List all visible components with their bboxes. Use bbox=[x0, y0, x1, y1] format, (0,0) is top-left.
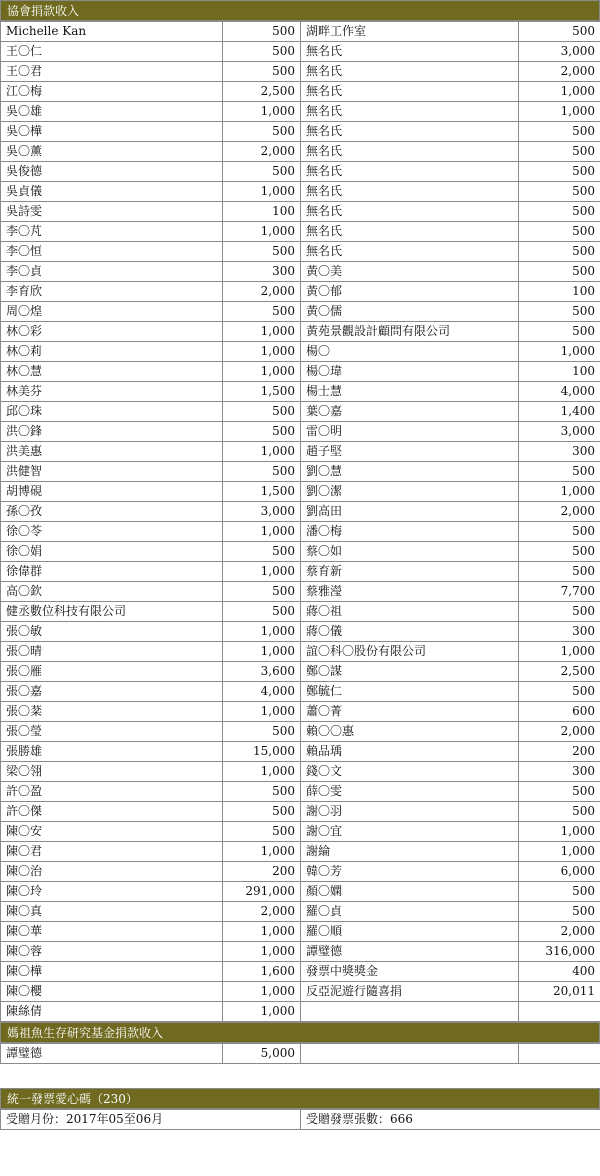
left-donation-amount: 500 bbox=[223, 602, 301, 622]
right-donor-name: 蔡雅瀅 bbox=[301, 582, 519, 602]
left-donor-name: 譚璧德 bbox=[1, 1044, 223, 1064]
right-donor-name: 羅〇貞 bbox=[301, 902, 519, 922]
table-row bbox=[1, 902, 600, 922]
right-donation-amount: 500 bbox=[519, 602, 600, 622]
table-row bbox=[1, 322, 600, 342]
left-donation-amount: 1,000 bbox=[223, 762, 301, 782]
left-donor-name: 張〇敏 bbox=[1, 622, 223, 642]
right-donor-name: 無名氏 bbox=[301, 182, 519, 202]
right-donation-amount: 1,400 bbox=[519, 402, 600, 422]
right-donation-amount: 500 bbox=[519, 902, 600, 922]
table-row bbox=[1, 862, 600, 882]
left-donation-amount: 4,000 bbox=[223, 682, 301, 702]
right-donor-name: 謝〇羽 bbox=[301, 802, 519, 822]
left-donor-name: Michelle Kan bbox=[1, 22, 223, 42]
right-donor-name: 謝〇宜 bbox=[301, 822, 519, 842]
left-donation-amount: 1,000 bbox=[223, 362, 301, 382]
table-row bbox=[1, 882, 600, 902]
right-donation-amount: 7,700 bbox=[519, 582, 600, 602]
table-row bbox=[1, 642, 600, 662]
right-donation-amount: 500 bbox=[519, 802, 600, 822]
left-donor-name: 陳〇蓉 bbox=[1, 942, 223, 962]
right-donor-name: 無名氏 bbox=[301, 42, 519, 62]
right-donor-name: 雷〇明 bbox=[301, 422, 519, 442]
right-donation-amount bbox=[519, 1044, 600, 1064]
table-row bbox=[1, 702, 600, 722]
right-donation-amount: 1,000 bbox=[519, 102, 600, 122]
table-row bbox=[1, 222, 600, 242]
table-row bbox=[1, 82, 600, 102]
invoice-table bbox=[0, 1109, 600, 1130]
left-donation-amount: 1,000 bbox=[223, 562, 301, 582]
right-donation-amount: 500 bbox=[519, 302, 600, 322]
right-donor-name: 無名氏 bbox=[301, 242, 519, 262]
right-donor-name: 錢〇文 bbox=[301, 762, 519, 782]
table-row bbox=[1, 802, 600, 822]
left-donation-amount: 1,600 bbox=[223, 962, 301, 982]
table-row bbox=[1, 262, 600, 282]
right-donation-amount: 500 bbox=[519, 882, 600, 902]
right-donation-amount: 500 bbox=[519, 682, 600, 702]
left-donation-amount: 500 bbox=[223, 582, 301, 602]
left-donation-amount: 500 bbox=[223, 782, 301, 802]
table-row bbox=[1, 782, 600, 802]
invoice-month: 受贈月份：2017年05至06月 bbox=[1, 1110, 301, 1130]
right-donation-amount: 500 bbox=[519, 22, 600, 42]
section-gap bbox=[0, 1064, 600, 1088]
right-donation-amount: 300 bbox=[519, 442, 600, 462]
left-donor-name: 李〇恒 bbox=[1, 242, 223, 262]
right-donation-amount: 2,000 bbox=[519, 502, 600, 522]
right-donor-name: 黃〇美 bbox=[301, 262, 519, 282]
right-donation-amount: 400 bbox=[519, 962, 600, 982]
right-donation-amount: 500 bbox=[519, 262, 600, 282]
left-donor-name: 陳〇治 bbox=[1, 862, 223, 882]
left-donation-amount: 1,000 bbox=[223, 1002, 301, 1022]
left-donation-amount: 1,500 bbox=[223, 482, 301, 502]
left-donation-amount: 5,000 bbox=[223, 1044, 301, 1064]
right-donation-amount: 2,000 bbox=[519, 922, 600, 942]
left-donation-amount: 15,000 bbox=[223, 742, 301, 762]
right-donation-amount: 2,000 bbox=[519, 722, 600, 742]
left-donation-amount: 2,500 bbox=[223, 82, 301, 102]
left-donor-name: 張勝雄 bbox=[1, 742, 223, 762]
right-donation-amount: 500 bbox=[519, 782, 600, 802]
table-row bbox=[1, 382, 600, 402]
right-donor-name: 楊〇 bbox=[301, 342, 519, 362]
right-donation-amount: 20,011 bbox=[519, 982, 600, 1002]
left-donor-name: 徐〇苓 bbox=[1, 522, 223, 542]
left-donation-amount: 500 bbox=[223, 802, 301, 822]
right-donation-amount: 316,000 bbox=[519, 942, 600, 962]
right-donation-amount: 100 bbox=[519, 362, 600, 382]
right-donor-name: 楊〇瑋 bbox=[301, 362, 519, 382]
right-donor-name: 無名氏 bbox=[301, 122, 519, 142]
right-donor-name: 鄭毓仁 bbox=[301, 682, 519, 702]
right-donor-name: 譚璧德 bbox=[301, 942, 519, 962]
left-donor-name: 林美芬 bbox=[1, 382, 223, 402]
left-donor-name: 李〇芃 bbox=[1, 222, 223, 242]
left-donation-amount: 1,500 bbox=[223, 382, 301, 402]
right-donor-name: 無名氏 bbox=[301, 162, 519, 182]
table-row bbox=[1, 22, 600, 42]
left-donation-amount: 1,000 bbox=[223, 342, 301, 362]
left-donation-amount: 500 bbox=[223, 122, 301, 142]
left-donor-name: 吳貞儀 bbox=[1, 182, 223, 202]
fund-table-body bbox=[1, 1044, 600, 1064]
table-row bbox=[1, 562, 600, 582]
right-donation-amount: 1,000 bbox=[519, 642, 600, 662]
right-donor-name: 無名氏 bbox=[301, 202, 519, 222]
left-donor-name: 陳〇玲 bbox=[1, 882, 223, 902]
table-row bbox=[1, 42, 600, 62]
left-donation-amount: 1,000 bbox=[223, 622, 301, 642]
left-donor-name: 陳〇櫻 bbox=[1, 982, 223, 1002]
right-donation-amount bbox=[519, 1002, 600, 1022]
right-donor-name: 鄭〇謀 bbox=[301, 662, 519, 682]
left-donation-amount: 500 bbox=[223, 422, 301, 442]
right-donor-name: 誼〇科〇股份有限公司 bbox=[301, 642, 519, 662]
table-row bbox=[1, 342, 600, 362]
table-row bbox=[1, 442, 600, 462]
right-donor-name: 無名氏 bbox=[301, 102, 519, 122]
donation-table-body bbox=[1, 22, 600, 1022]
table-row bbox=[1, 402, 600, 422]
left-donation-amount: 1,000 bbox=[223, 982, 301, 1002]
table-row bbox=[1, 762, 600, 782]
right-donation-amount: 6,000 bbox=[519, 862, 600, 882]
left-donor-name: 吳〇雄 bbox=[1, 102, 223, 122]
left-donor-name: 洪〇鋒 bbox=[1, 422, 223, 442]
right-donor-name: 反亞泥遊行隨喜捐 bbox=[301, 982, 519, 1002]
right-donor-name: 賴品瑀 bbox=[301, 742, 519, 762]
left-donation-amount: 500 bbox=[223, 22, 301, 42]
left-donation-amount: 500 bbox=[223, 542, 301, 562]
left-donor-name: 胡博硯 bbox=[1, 482, 223, 502]
right-donor-name: 薛〇雯 bbox=[301, 782, 519, 802]
right-donor-name: 蔡育新 bbox=[301, 562, 519, 582]
right-donor-name: 楊士慧 bbox=[301, 382, 519, 402]
right-donation-amount: 500 bbox=[519, 562, 600, 582]
left-donor-name: 張〇晴 bbox=[1, 642, 223, 662]
left-donation-amount: 500 bbox=[223, 722, 301, 742]
left-donor-name: 王〇仁 bbox=[1, 42, 223, 62]
right-donor-name: 趙子堅 bbox=[301, 442, 519, 462]
right-donation-amount: 4,000 bbox=[519, 382, 600, 402]
right-donation-amount: 3,000 bbox=[519, 422, 600, 442]
left-donor-name: 吳〇薰 bbox=[1, 142, 223, 162]
table-row bbox=[1, 102, 600, 122]
left-donation-amount: 1,000 bbox=[223, 222, 301, 242]
right-donation-amount: 1,000 bbox=[519, 342, 600, 362]
right-donor-name: 黃〇郁 bbox=[301, 282, 519, 302]
left-donor-name: 吳俊德 bbox=[1, 162, 223, 182]
left-donor-name: 林〇慧 bbox=[1, 362, 223, 382]
left-donor-name: 許〇傑 bbox=[1, 802, 223, 822]
table-row bbox=[1, 622, 600, 642]
right-donation-amount: 1,000 bbox=[519, 842, 600, 862]
table-row bbox=[1, 922, 600, 942]
left-donation-amount: 500 bbox=[223, 822, 301, 842]
left-donor-name: 李育欣 bbox=[1, 282, 223, 302]
table-row bbox=[1, 462, 600, 482]
table-row bbox=[1, 722, 600, 742]
invoice-section-title: 統一發票愛心碼（230） bbox=[0, 1088, 600, 1109]
table-row bbox=[1, 1044, 600, 1064]
right-donation-amount: 500 bbox=[519, 222, 600, 242]
right-donation-amount: 500 bbox=[519, 522, 600, 542]
right-donor-name: 蔡〇如 bbox=[301, 542, 519, 562]
right-donation-amount: 1,000 bbox=[519, 822, 600, 842]
right-donation-amount: 3,000 bbox=[519, 42, 600, 62]
left-donation-amount: 1,000 bbox=[223, 442, 301, 462]
left-donor-name: 李〇貞 bbox=[1, 262, 223, 282]
right-donor-name: 無名氏 bbox=[301, 62, 519, 82]
left-donor-name: 張〇瑩 bbox=[1, 722, 223, 742]
left-donation-amount: 1,000 bbox=[223, 942, 301, 962]
donation-section-title: 協會捐款收入 bbox=[0, 0, 600, 21]
left-donation-amount: 1,000 bbox=[223, 922, 301, 942]
left-donor-name: 健丞數位科技有限公司 bbox=[1, 602, 223, 622]
left-donor-name: 陳〇樺 bbox=[1, 962, 223, 982]
left-donor-name: 張〇嘉 bbox=[1, 682, 223, 702]
left-donation-amount: 1,000 bbox=[223, 642, 301, 662]
table-row bbox=[1, 1002, 600, 1022]
left-donor-name: 吳詩雯 bbox=[1, 202, 223, 222]
left-donation-amount: 2,000 bbox=[223, 142, 301, 162]
left-donor-name: 陳〇安 bbox=[1, 822, 223, 842]
right-donor-name: 發票中獎獎金 bbox=[301, 962, 519, 982]
left-donation-amount: 3,600 bbox=[223, 662, 301, 682]
right-donation-amount: 500 bbox=[519, 122, 600, 142]
right-donor-name: 顏〇嫻 bbox=[301, 882, 519, 902]
left-donor-name: 洪美惠 bbox=[1, 442, 223, 462]
right-donation-amount: 500 bbox=[519, 182, 600, 202]
right-donor-name: 黃苑景觀設計顧問有限公司 bbox=[301, 322, 519, 342]
right-donation-amount: 1,000 bbox=[519, 482, 600, 502]
right-donor-name: 羅〇順 bbox=[301, 922, 519, 942]
table-row bbox=[1, 842, 600, 862]
right-donor-name bbox=[301, 1044, 519, 1064]
left-donor-name: 陳〇真 bbox=[1, 902, 223, 922]
table-row bbox=[1, 202, 600, 222]
right-donor-name: 賴〇〇惠 bbox=[301, 722, 519, 742]
right-donor-name: 蔣〇儀 bbox=[301, 622, 519, 642]
left-donation-amount: 500 bbox=[223, 242, 301, 262]
right-donor-name: 無名氏 bbox=[301, 142, 519, 162]
left-donation-amount: 500 bbox=[223, 42, 301, 62]
table-row bbox=[1, 602, 600, 622]
left-donation-amount: 100 bbox=[223, 202, 301, 222]
right-donor-name: 蔣〇祖 bbox=[301, 602, 519, 622]
table-row bbox=[1, 542, 600, 562]
right-donation-amount: 200 bbox=[519, 742, 600, 762]
right-donor-name: 劉〇潔 bbox=[301, 482, 519, 502]
table-row bbox=[1, 302, 600, 322]
left-donor-name: 張〇棻 bbox=[1, 702, 223, 722]
right-donor-name: 劉高田 bbox=[301, 502, 519, 522]
left-donor-name: 吳〇樺 bbox=[1, 122, 223, 142]
table-row bbox=[1, 482, 600, 502]
right-donation-amount: 500 bbox=[519, 542, 600, 562]
fund-table bbox=[0, 1043, 600, 1064]
right-donation-amount: 300 bbox=[519, 622, 600, 642]
left-donor-name: 梁〇翎 bbox=[1, 762, 223, 782]
table-row bbox=[1, 682, 600, 702]
table-row bbox=[1, 122, 600, 142]
table-row bbox=[1, 62, 600, 82]
right-donor-name: 無名氏 bbox=[301, 222, 519, 242]
left-donor-name: 陳〇華 bbox=[1, 922, 223, 942]
left-donation-amount: 200 bbox=[223, 862, 301, 882]
left-donor-name: 陳絲倩 bbox=[1, 1002, 223, 1022]
right-donor-name: 劉〇慧 bbox=[301, 462, 519, 482]
table-row bbox=[1, 742, 600, 762]
right-donation-amount: 500 bbox=[519, 242, 600, 262]
left-donor-name: 洪健智 bbox=[1, 462, 223, 482]
right-donation-amount: 2,000 bbox=[519, 62, 600, 82]
table-row bbox=[1, 282, 600, 302]
left-donor-name: 林〇莉 bbox=[1, 342, 223, 362]
donation-table bbox=[0, 21, 600, 1022]
left-donation-amount: 1,000 bbox=[223, 322, 301, 342]
right-donor-name: 黃〇儒 bbox=[301, 302, 519, 322]
right-donation-amount: 2,500 bbox=[519, 662, 600, 682]
left-donation-amount: 1,000 bbox=[223, 702, 301, 722]
table-row bbox=[1, 522, 600, 542]
left-donation-amount: 500 bbox=[223, 462, 301, 482]
right-donor-name: 韓〇芳 bbox=[301, 862, 519, 882]
right-donor-name: 無名氏 bbox=[301, 82, 519, 102]
left-donor-name: 林〇彩 bbox=[1, 322, 223, 342]
right-donation-amount: 1,000 bbox=[519, 82, 600, 102]
right-donor-name: 潘〇梅 bbox=[301, 522, 519, 542]
right-donor-name: 湖畔工作室 bbox=[301, 22, 519, 42]
table-row bbox=[1, 942, 600, 962]
left-donation-amount: 300 bbox=[223, 262, 301, 282]
table-row bbox=[1, 582, 600, 602]
left-donation-amount: 291,000 bbox=[223, 882, 301, 902]
left-donor-name: 孫〇孜 bbox=[1, 502, 223, 522]
table-row bbox=[1, 162, 600, 182]
left-donor-name: 陳〇君 bbox=[1, 842, 223, 862]
left-donation-amount: 1,000 bbox=[223, 842, 301, 862]
right-donation-amount: 500 bbox=[519, 202, 600, 222]
invoice-row bbox=[1, 1110, 600, 1130]
right-donation-amount: 500 bbox=[519, 142, 600, 162]
left-donation-amount: 2,000 bbox=[223, 282, 301, 302]
table-row bbox=[1, 962, 600, 982]
left-donor-name: 高〇欽 bbox=[1, 582, 223, 602]
left-donation-amount: 500 bbox=[223, 62, 301, 82]
left-donor-name: 徐偉群 bbox=[1, 562, 223, 582]
left-donor-name: 張〇雁 bbox=[1, 662, 223, 682]
table-row bbox=[1, 982, 600, 1002]
left-donation-amount: 500 bbox=[223, 402, 301, 422]
left-donation-amount: 1,000 bbox=[223, 522, 301, 542]
invoice-count: 受贈發票張數：666 bbox=[301, 1110, 600, 1130]
right-donation-amount: 300 bbox=[519, 762, 600, 782]
left-donation-amount: 1,000 bbox=[223, 182, 301, 202]
right-donor-name: 謝綸 bbox=[301, 842, 519, 862]
left-donor-name: 周〇煌 bbox=[1, 302, 223, 322]
table-row bbox=[1, 142, 600, 162]
left-donor-name: 邱〇珠 bbox=[1, 402, 223, 422]
table-row bbox=[1, 822, 600, 842]
right-donation-amount: 100 bbox=[519, 282, 600, 302]
left-donation-amount: 500 bbox=[223, 302, 301, 322]
right-donation-amount: 500 bbox=[519, 322, 600, 342]
right-donation-amount: 500 bbox=[519, 462, 600, 482]
left-donation-amount: 500 bbox=[223, 162, 301, 182]
table-row bbox=[1, 242, 600, 262]
table-row bbox=[1, 422, 600, 442]
left-donor-name: 徐〇娟 bbox=[1, 542, 223, 562]
left-donor-name: 許〇盈 bbox=[1, 782, 223, 802]
table-row bbox=[1, 502, 600, 522]
right-donation-amount: 600 bbox=[519, 702, 600, 722]
right-donor-name: 葉〇嘉 bbox=[301, 402, 519, 422]
left-donor-name: 江〇梅 bbox=[1, 82, 223, 102]
left-donor-name: 王〇君 bbox=[1, 62, 223, 82]
right-donation-amount: 500 bbox=[519, 162, 600, 182]
table-row bbox=[1, 362, 600, 382]
table-row bbox=[1, 662, 600, 682]
right-donor-name: 蕭〇菁 bbox=[301, 702, 519, 722]
left-donation-amount: 1,000 bbox=[223, 102, 301, 122]
fund-section-title: 媽祖魚生存研究基金捐款收入 bbox=[0, 1022, 600, 1043]
left-donation-amount: 2,000 bbox=[223, 902, 301, 922]
table-row bbox=[1, 182, 600, 202]
left-donation-amount: 3,000 bbox=[223, 502, 301, 522]
right-donor-name bbox=[301, 1002, 519, 1022]
